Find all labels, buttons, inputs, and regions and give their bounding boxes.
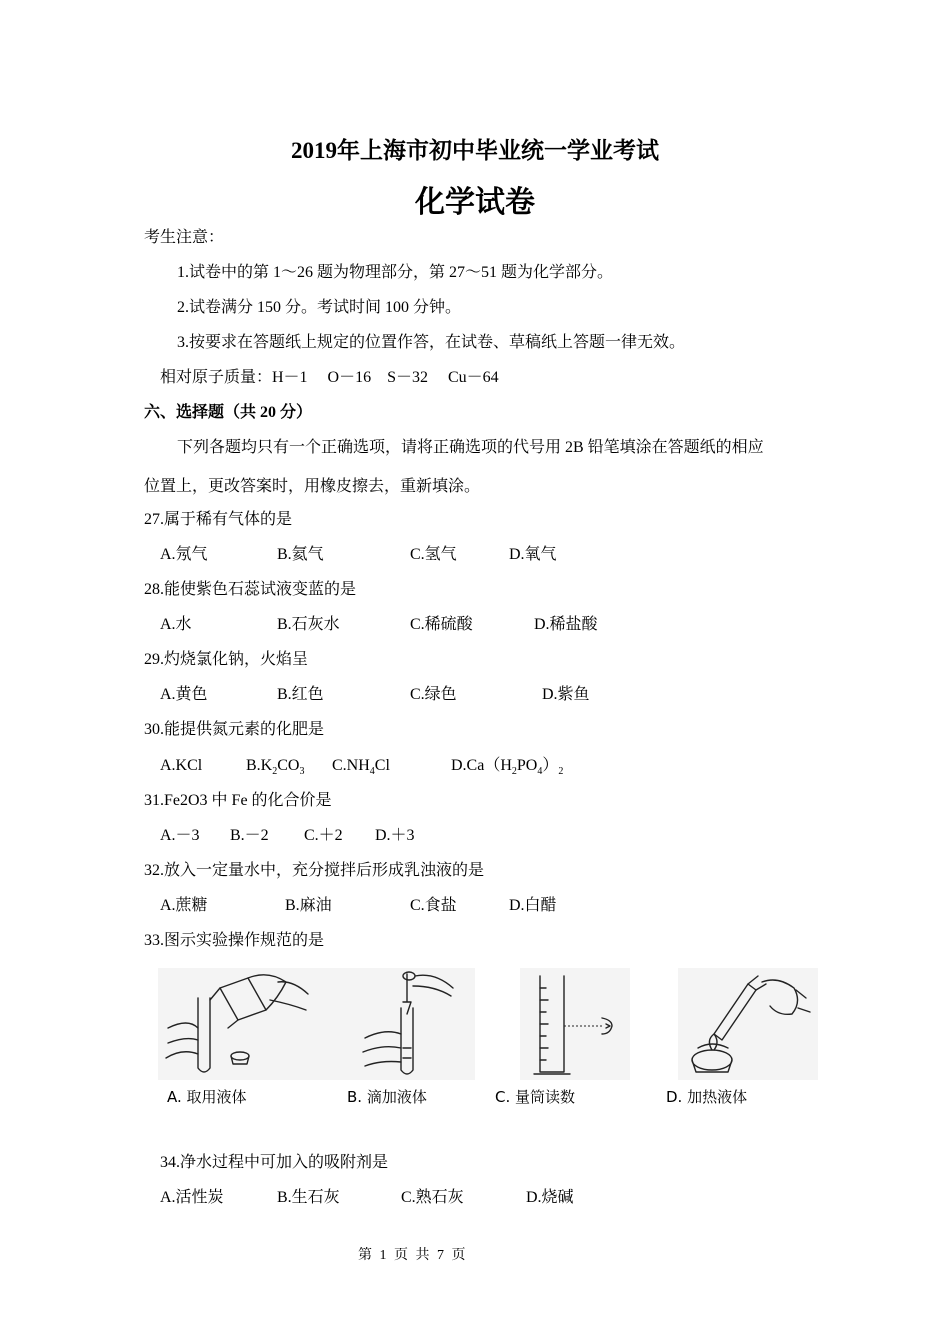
subscript: 2 <box>511 766 517 778</box>
q28-option-a: A.水 <box>160 616 192 633</box>
q30-option-b: $B.K_2CO_3$ <box>246 757 305 778</box>
question-32-stem: 32.放入一定量水中，充分搅拌后形成乳浊液的是 <box>144 862 485 879</box>
question-28-stem: 28.能使紫色石蕊试液变蓝的是 <box>144 581 357 598</box>
subscript: 3 <box>299 766 305 778</box>
q27-option-b: B.氦气 <box>277 546 324 563</box>
q31-option-d: D.＋3 <box>375 827 415 844</box>
page-footer: 第 1 页 共 7 页 <box>358 1248 468 1263</box>
figure-label-d: D. 加热液体 <box>666 1088 748 1106</box>
q27-option-a: A.氖气 <box>160 546 208 563</box>
page-subtitle: 化学试卷 <box>415 186 535 219</box>
section-instruction-1: 下列各题均只有一个正确选项，请将正确选项的代号用 2B 铅笔填涂在答题纸的相应 <box>177 439 764 456</box>
q34-option-c: C.熟石灰 <box>401 1189 464 1206</box>
notice-item-1: 1.试卷中的第 1～26 题为物理部分，第 27～51 题为化学部分。 <box>177 264 614 281</box>
question-33-stem: 33.图示实验操作规范的是 <box>144 932 325 949</box>
question-27-stem: 27.属于稀有气体的是 <box>144 511 293 528</box>
q29-option-d: D.紫鱼 <box>542 686 590 703</box>
section-heading: 六、选择题（共 20 分） <box>144 404 313 421</box>
subscript: 4 <box>369 766 375 778</box>
figure-label-a: A. 取用液体 <box>167 1088 247 1106</box>
q32-option-d: D.白醋 <box>509 897 557 914</box>
atomic-mass: 相对原子质量：H－1 O－16 S－32 Cu－64 <box>160 369 499 386</box>
q27-option-d: D.氧气 <box>509 546 557 563</box>
subscript: 2 <box>272 766 278 778</box>
section-instruction-2: 位置上，更改答案时，用橡皮擦去，重新填涂。 <box>144 478 481 495</box>
q30-option-c: $C.NH_4Cl$ <box>332 757 390 778</box>
q27-option-c: C.氢气 <box>410 546 457 563</box>
notice-item-2: 2.试卷满分 150 分。考试时间 100 分钟。 <box>177 299 462 316</box>
figure-heating-liquid <box>678 968 818 1080</box>
q32-option-a: A.蔗糖 <box>160 897 208 914</box>
q28-option-b: B.石灰水 <box>277 616 340 633</box>
figure-reading-cylinder <box>520 968 630 1080</box>
notice-item-3: 3.按要求在答题纸上规定的位置作答，在试卷、草稿纸上答题一律无效。 <box>177 334 686 351</box>
q32-option-b: B.麻油 <box>285 897 332 914</box>
question-34-stem: 34.净水过程中可加入的吸附剂是 <box>160 1154 389 1171</box>
q28-option-c: C.稀硫酸 <box>410 616 473 633</box>
page-title: 2019年上海市初中毕业统一学业考试 <box>291 138 659 163</box>
subscript: 2 <box>558 766 564 778</box>
q34-option-a: A.活性炭 <box>160 1189 224 1206</box>
q31-option-c: C.＋2 <box>304 827 343 844</box>
notice-heading: 考生注意： <box>144 229 225 246</box>
q31-option-a: A.－3 <box>160 827 200 844</box>
question-31-stem: 31.Fe2O3 中 Fe 的化合价是 <box>144 792 332 809</box>
q34-option-b: B.生石灰 <box>277 1189 340 1206</box>
figure-label-b: B. 滴加液体 <box>347 1088 427 1106</box>
q28-option-d: D.稀盐酸 <box>534 616 598 633</box>
q29-option-c: C.绿色 <box>410 686 457 703</box>
q29-option-a: A.黄色 <box>160 686 208 703</box>
q32-option-c: C.食盐 <box>410 897 457 914</box>
figure-label-c: C. 量筒读数 <box>495 1088 576 1106</box>
q30-option-a: A.KCl <box>160 757 203 774</box>
question-30-stem: 30.能提供氮元素的化肥是 <box>144 721 325 738</box>
question-29-stem: 29.灼烧氯化钠，火焰呈 <box>144 651 309 668</box>
subscript: 4 <box>537 766 543 778</box>
q30-option-d: $D.Ca(H_2PO_4)_2$ <box>451 757 564 778</box>
figure-pouring-liquid <box>158 968 358 1080</box>
figure-dropping-liquid <box>355 968 475 1080</box>
q29-option-b: B.红色 <box>277 686 324 703</box>
q31-option-b: B.－2 <box>230 827 269 844</box>
q34-option-d: D.烧碱 <box>526 1189 574 1206</box>
